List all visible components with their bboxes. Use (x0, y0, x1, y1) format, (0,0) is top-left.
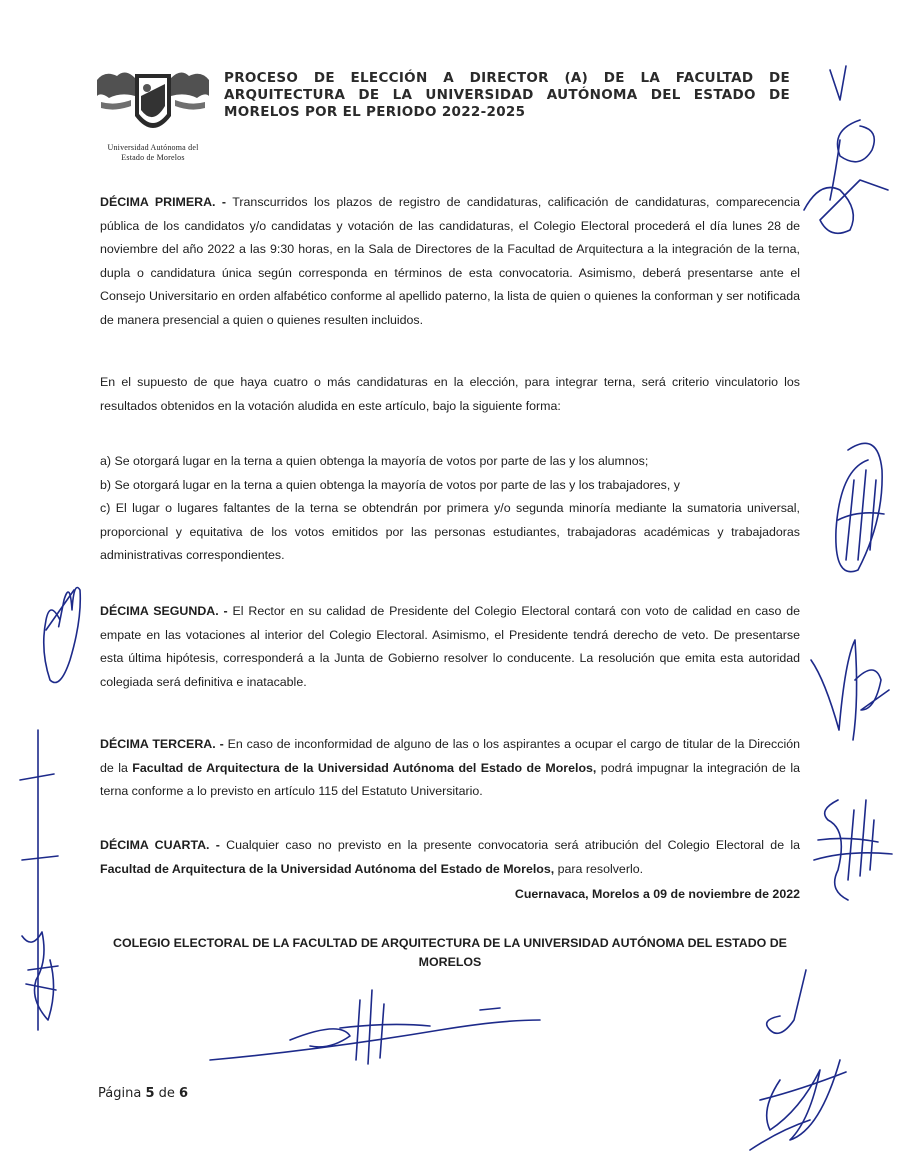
criteria-list (100, 450, 800, 568)
signature-bottom-center (200, 980, 560, 1070)
signature-left-1 (30, 560, 90, 700)
article-text-bold: Facultad de Arquitectura de la Universidad Autónoma del Estado de Morelos, (100, 861, 555, 876)
page-number (98, 1086, 188, 1101)
list-item: b) Se otorgará lugar en la terna a quien obtenga la mayoría de votos por parte de las y los trabajadores, y (100, 477, 680, 492)
list-item: a) Se otorgará lugar en la terna a quien obtenga la mayoría de votos por parte de las y los alumnos; (100, 454, 649, 468)
article-text: En caso de inconformidad de alguno de las o los aspirantes a ocupar el cargo de titular de la Dirección de la (100, 737, 800, 775)
article-text: para resolverlo. (554, 861, 644, 876)
page-word: Página (98, 1086, 142, 1101)
signature-top-right (800, 60, 890, 260)
signature-left-2 (18, 720, 68, 1050)
page-total: 6 (179, 1086, 189, 1101)
university-name-line2: Estado de Morelos (121, 153, 185, 162)
paragraph-text: En el supuesto de que haya cuatro o más candidaturas en la elección, para integrar terna, será criterio vinculatorio los resultados obtenidos en la votación aludida en este artículo, bajo la siguiente forma: (100, 375, 800, 413)
signature-right-2 (805, 620, 895, 760)
page-of: de (158, 1086, 175, 1101)
university-name-line1: Universidad Autónoma del (107, 143, 199, 152)
signature-bottom-right (740, 960, 850, 1160)
article-heading: DÉCIMA CUARTA. - (100, 838, 220, 852)
university-name (88, 143, 218, 163)
place-and-date: Cuernavaca, Morelos a 09 de noviembre de 2022 (514, 887, 800, 901)
article-decima-primera (100, 191, 800, 332)
article-text: Cualquier caso no previsto en la presente convocatoria será atribución del Colegio Electoral de la (219, 838, 800, 852)
paragraph-supuesto (100, 371, 800, 418)
article-heading: DÉCIMA SEGUNDA. - (100, 604, 228, 618)
article-text-bold: Facultad de Arquitectura de la Universidad Autónoma del Estado de Morelos, (132, 760, 597, 775)
article-decima-cuarta (100, 834, 800, 881)
article-decima-tercera (100, 733, 800, 804)
article-decima-segunda (100, 600, 800, 694)
university-logo (88, 66, 218, 164)
committee-name: COLEGIO ELECTORAL DE LA FACULTAD DE ARQUITECTURA DE LA UNIVERSIDAD AUTÓNOMA DEL ESTADO DE MORELOS (113, 936, 787, 969)
article-heading: DÉCIMA PRIMERA. - (100, 195, 227, 209)
list-item: c) El lugar o lugares faltantes de la terna se obtendrán por primera y/o segunda minoría mediante la sumatoria universal, proporcional y equitativa de los votos emitidos por las personas estudiantes, trabajadoras académicas y trabajadoras administrativas correspondientes. (100, 501, 800, 562)
article-text: El Rector en su calidad de Presidente del Colegio Electoral contará con voto de calidad en caso de empate en las votaciones al interior del Colegio Electoral. Asimismo, el Presidente tendrá derecho de veto. De presentarse esta última hipótesis, corresponderá a la Junta de Gobierno resolver lo conducente. La resolución que emita esta autoridad colegiada será definitiva e inatacable. (100, 604, 800, 689)
coat-of-arms-icon (91, 66, 215, 140)
article-heading: DÉCIMA TERCERA. - (100, 737, 224, 751)
signature-right-3 (808, 780, 898, 910)
article-text: Transcurridos los plazos de registro de candidaturas, calificación de candidaturas, comparecencia pública de los candidatos y/o candidatas y votación de las candidaturas, el Colegio Electoral procederá el día lunes 28 de noviembre del año 2022 a las 9:30 horas, en la Sala de Directores de la Facultad de Arquitectura a la integración de la terna, dupla o candidatura única según corresponda en términos de esta convocatoria. Asimismo, deberá presentarse ante el Consejo Universitario en orden alfabético conforme al apellido paterno, la lista de quien o quienes la conforman y ser notificada de manera presencial a quien o quienes resulten incluidos. (100, 195, 800, 327)
page-current: 5 (145, 1086, 155, 1101)
document-title: PROCESO DE ELECCIÓN A DIRECTOR (A) DE LA FACULTAD DE ARQUITECTURA DE LA UNIVERSIDAD AUTÓNOMA DEL ESTADO DE MORELOS POR EL PERIODO 2022-2025 (224, 70, 790, 120)
signature-right-1 (818, 410, 898, 590)
article-text: podrá impugnar la integración de la terna conforme a lo previsto en artículo 115 del Estatuto Universitario. (100, 760, 800, 798)
